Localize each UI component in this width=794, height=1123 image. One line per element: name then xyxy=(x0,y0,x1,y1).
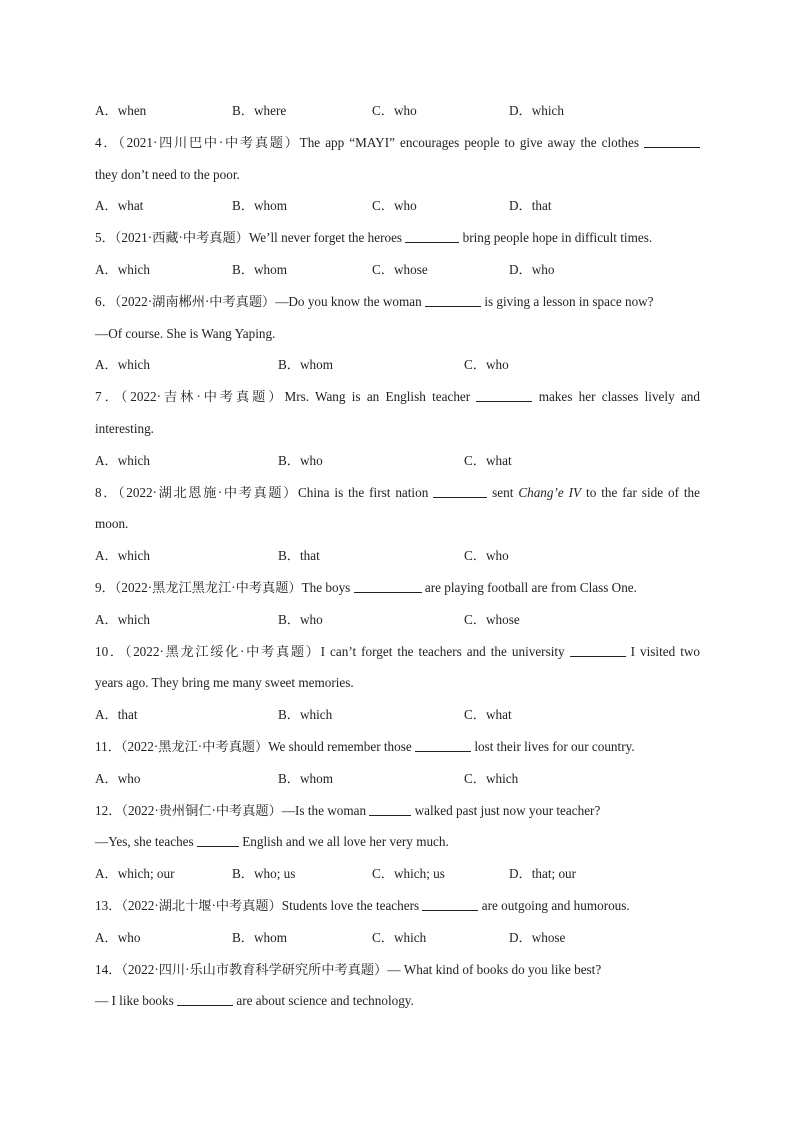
answer-options xyxy=(95,545,700,567)
text-segment: 4．（2021·四川巴中·中考真题）The app “MAYI” encourages people to give away the clothes xyxy=(95,134,644,150)
question-line xyxy=(95,800,700,822)
answer-options xyxy=(95,354,700,376)
text-segment: 12．（2022·贵州铜仁·中考真题）—Is the woman xyxy=(95,802,370,818)
answer-options xyxy=(95,100,700,122)
answer-option[interactable]: C．which xyxy=(464,770,519,786)
answer-options xyxy=(95,768,700,790)
text-segment: 5．（2021·西藏·中考真题）We’ll never forget the heroes xyxy=(95,230,406,246)
answer-option[interactable]: A．when xyxy=(95,103,147,118)
answer-option[interactable]: B．who xyxy=(278,611,323,627)
answer-option[interactable]: A．which; our xyxy=(95,866,175,882)
answer-options xyxy=(95,704,700,726)
text-segment: —Of course. She is Wang Yaping. xyxy=(95,325,276,341)
text-segment: 7．（2022·吉林·中考真题）Mrs. Wang is an English teacher xyxy=(95,389,477,405)
answer-options xyxy=(95,609,700,631)
answer-option[interactable]: B．that xyxy=(278,548,320,564)
text-line xyxy=(95,164,700,186)
answer-option[interactable]: B．whom xyxy=(232,198,287,214)
answer-option[interactable]: C．what xyxy=(464,452,512,468)
text-segment: 9．（2022·黑龙江黑龙江·中考真题）The boys xyxy=(95,580,354,595)
answer-option[interactable]: B．whom xyxy=(278,770,333,786)
question-line xyxy=(95,482,700,504)
question-line xyxy=(95,132,700,154)
answer-option[interactable]: A．which xyxy=(95,548,150,564)
text-segment: are outgoing and humorous. xyxy=(478,898,630,913)
question-line xyxy=(95,227,700,249)
answer-option[interactable]: A．what xyxy=(95,198,144,214)
text-line xyxy=(95,323,700,345)
answer-option[interactable]: C．what xyxy=(464,707,512,723)
text-line xyxy=(95,513,700,535)
text-segment: years ago. They bring me many sweet memories. xyxy=(95,675,354,691)
question-line xyxy=(95,577,700,599)
question-line xyxy=(95,895,700,917)
text-segment: —Yes, she teaches xyxy=(95,834,197,850)
text-segment: Chang’e IV xyxy=(518,484,582,500)
text-segment: I visited two xyxy=(625,643,700,659)
answer-blank[interactable] xyxy=(570,642,626,657)
answer-option[interactable]: C．whose xyxy=(464,611,520,627)
answer-blank[interactable] xyxy=(354,578,422,593)
question-line xyxy=(95,291,700,313)
text-segment: are about science and technology. xyxy=(233,993,414,1009)
answer-option[interactable]: C．who xyxy=(464,548,509,564)
text-segment: to the far side of the xyxy=(581,484,700,500)
text-segment: 14．（2022·四川·乐山市教育科学研究所中考真题）— What kind of books do you like best? xyxy=(95,961,602,977)
answer-option[interactable]: C．which xyxy=(372,929,427,945)
answer-blank[interactable] xyxy=(415,737,471,752)
answer-option[interactable]: C．who xyxy=(372,198,417,214)
answer-option[interactable]: B．where xyxy=(232,103,287,118)
answer-option[interactable]: A．that xyxy=(95,707,138,723)
answer-option[interactable]: D．which xyxy=(509,103,564,118)
text-segment: 11．（2022·黑龙江·中考真题）We should remember those xyxy=(95,739,416,754)
answer-option[interactable]: B．whom xyxy=(278,357,333,373)
text-segment: English and we all love her very much. xyxy=(238,834,449,850)
answer-options xyxy=(95,259,700,281)
answer-option[interactable]: B．whom xyxy=(232,929,287,945)
answer-blank[interactable] xyxy=(405,228,459,243)
text-segment: bring people hope in difficult times. xyxy=(459,230,653,246)
text-segment: lost their lives for our country. xyxy=(471,739,635,754)
text-segment: moon. xyxy=(95,516,129,532)
answer-option[interactable]: A．who xyxy=(95,929,141,945)
answer-blank[interactable] xyxy=(177,991,233,1006)
text-segment: — I like books xyxy=(95,993,178,1009)
text-segment: interesting. xyxy=(95,421,154,436)
text-segment: is giving a lesson in space now? xyxy=(481,293,654,309)
answer-options xyxy=(95,450,700,472)
question-line xyxy=(95,736,700,758)
answer-option[interactable]: C．who xyxy=(464,357,509,373)
answer-option[interactable]: D．that xyxy=(509,198,552,214)
answer-blank[interactable] xyxy=(369,801,411,816)
answer-option[interactable]: A．which xyxy=(95,262,150,277)
question-line xyxy=(95,959,700,981)
text-segment: they don’t need to the poor. xyxy=(95,166,240,182)
text-segment: makes her classes lively and xyxy=(532,389,700,405)
text-segment: walked past just now your teacher? xyxy=(411,802,601,818)
answer-blank[interactable] xyxy=(476,387,532,402)
answer-options xyxy=(95,195,700,217)
answer-options xyxy=(95,927,700,949)
answer-option[interactable]: B．who; us xyxy=(232,866,296,882)
answer-blank[interactable] xyxy=(197,832,239,847)
answer-option[interactable]: A．which xyxy=(95,611,150,627)
answer-option[interactable]: B．whom xyxy=(232,262,287,277)
answer-option[interactable]: A．which xyxy=(95,357,150,373)
question-line xyxy=(95,641,700,663)
text-line xyxy=(95,831,700,853)
answer-blank[interactable] xyxy=(644,133,700,148)
text-segment: are playing football are from Class One. xyxy=(421,580,637,595)
text-segment: sent xyxy=(487,484,519,500)
answer-option[interactable]: B．which xyxy=(278,707,333,723)
answer-option[interactable]: A．which xyxy=(95,452,150,468)
answer-option[interactable]: D．whose xyxy=(509,929,566,945)
answer-options xyxy=(95,863,700,885)
text-line xyxy=(95,990,700,1012)
answer-blank[interactable] xyxy=(425,292,481,307)
answer-option[interactable]: C．which; us xyxy=(372,866,445,882)
answer-option[interactable]: D．who xyxy=(509,262,555,277)
answer-blank[interactable] xyxy=(422,896,478,911)
text-segment: 10．（2022·黑龙江绥化·中考真题）I can’t forget the teachers and the university xyxy=(95,643,570,659)
answer-option[interactable]: A．who xyxy=(95,770,141,786)
answer-option[interactable]: C．who xyxy=(372,103,417,118)
text-segment: 6．（2022·湖南郴州·中考真题）—Do you know the woman xyxy=(95,293,426,309)
text-line xyxy=(95,672,700,694)
answer-option[interactable]: C．whose xyxy=(372,262,428,277)
answer-option[interactable]: B．who xyxy=(278,452,323,468)
answer-blank[interactable] xyxy=(433,483,487,498)
question-line xyxy=(95,386,700,408)
text-line xyxy=(95,418,700,440)
answer-option[interactable]: D．that; our xyxy=(509,866,577,882)
text-segment: 8．（2022·湖北恩施·中考真题）China is the first nation xyxy=(95,484,434,500)
text-segment: 13．（2022·湖北十堰·中考真题）Students love the teachers xyxy=(95,898,423,913)
